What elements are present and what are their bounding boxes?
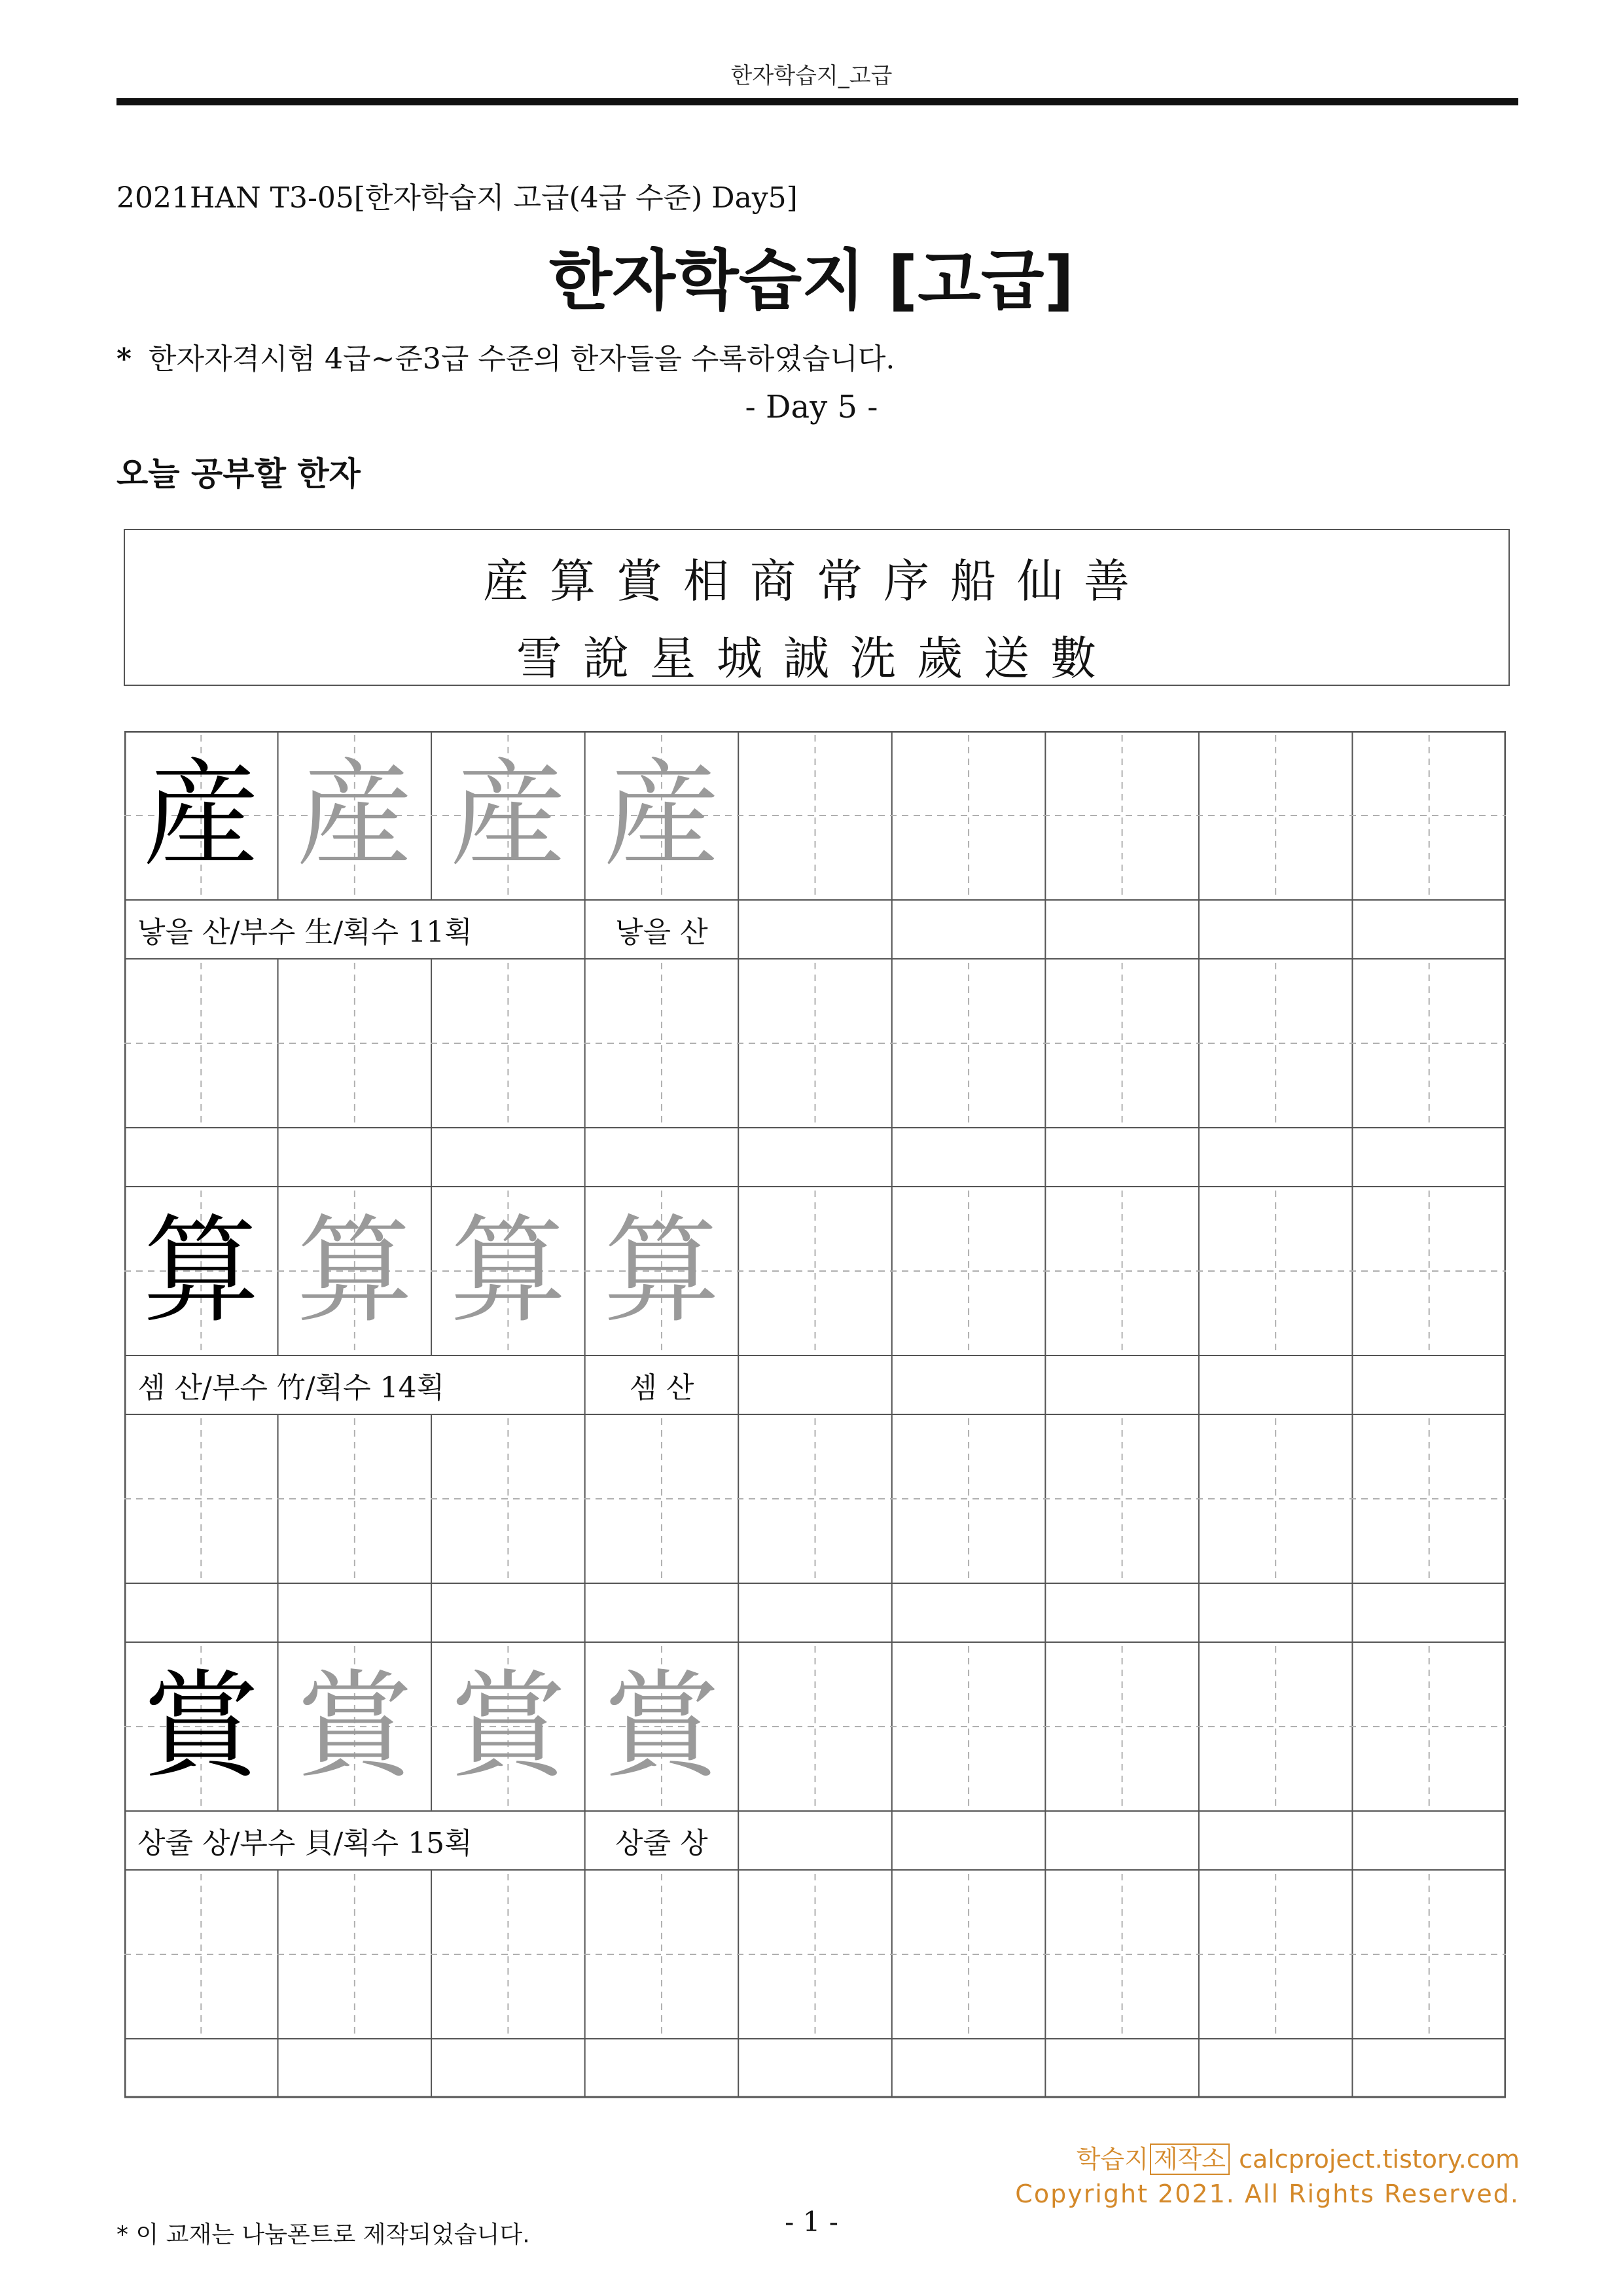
character-list-box: [124, 529, 1510, 686]
notice: [116, 335, 895, 377]
trace-character: 算: [296, 1203, 413, 1338]
model-character: 産: [143, 747, 260, 883]
trace-character: 産: [296, 747, 413, 883]
trace-character: 賞: [296, 1659, 413, 1794]
page-title: 한자학습지 [고급]: [548, 242, 1075, 319]
brand-prefix: 학습지: [1076, 2145, 1149, 2174]
trace-character: 産: [603, 747, 720, 883]
character-info: 셈 산/부수 竹/획수 14획: [137, 1371, 445, 1405]
trace-character: 算: [603, 1203, 720, 1338]
day-label: - Day 5 -: [745, 389, 878, 425]
character-info: 낳을 산/부수 生/획수 11획: [137, 916, 473, 949]
character-reading: 낳을 산: [615, 916, 708, 949]
today-heading: 오늘 공부할 한자: [116, 455, 361, 493]
page-number: - 1 -: [785, 2206, 838, 2238]
trace-character: 算: [450, 1203, 567, 1338]
header-rule: [116, 98, 1518, 105]
practice-grid: [124, 731, 1506, 2110]
character-reading: 상줄 상: [615, 1827, 708, 1860]
footer-copyright: Copyright 2021. All Rights Reserved.: [1015, 2179, 1520, 2208]
brand-boxed: 제작소: [1150, 2144, 1230, 2175]
document-code: 2021HAN T3-05[한자학습지 고급(4급 수준) Day5]: [116, 181, 798, 215]
character-list-row-2: 雪說星城誠洗歲送數: [516, 632, 1117, 685]
running-header: 한자학습지_고급: [730, 63, 893, 89]
character-info: 상줄 상/부수 貝/획수 15획: [137, 1827, 473, 1860]
footer-brand: [1077, 2139, 1520, 2175]
trace-character: 賞: [603, 1659, 720, 1794]
notice-star: *: [116, 342, 132, 376]
model-character: 賞: [143, 1659, 260, 1794]
model-character: 算: [143, 1203, 260, 1338]
character-list-row-1: 産算賞相商常序船仙善: [483, 554, 1150, 608]
character-reading: 셈 산: [629, 1371, 694, 1405]
footer-font-note: * 이 교재는 나눔폰트로 제작되었습니다.: [116, 2221, 530, 2248]
trace-character: 産: [450, 747, 567, 883]
brand-site: calcproject.tistory.com: [1239, 2145, 1520, 2174]
notice-text: 한자자격시험 4급~준3급 수준의 한자들을 수록하였습니다.: [149, 342, 895, 376]
trace-character: 賞: [450, 1659, 567, 1794]
